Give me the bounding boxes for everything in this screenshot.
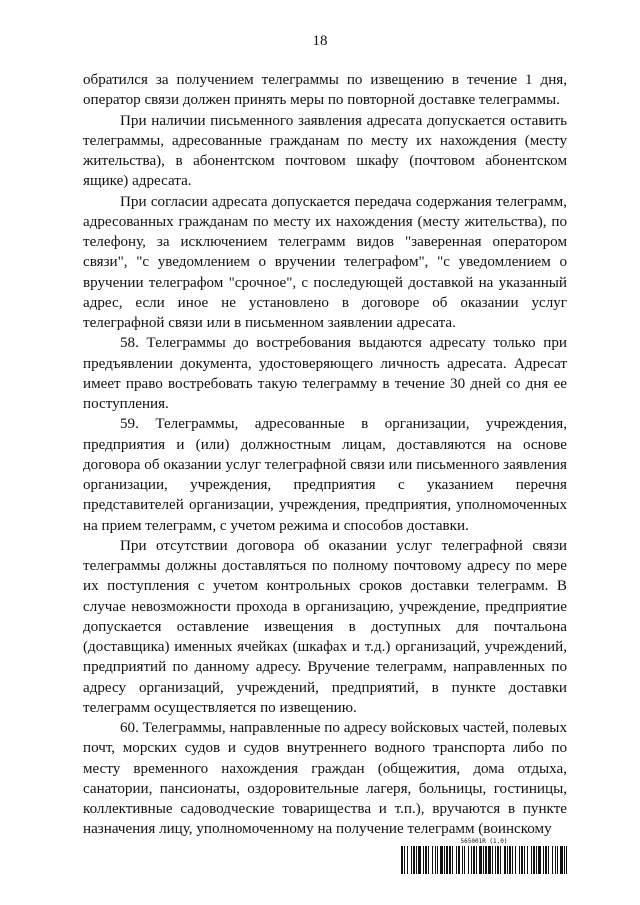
paragraph: 60. Телеграммы, направленные по адресу войсковых частей, полевых почт, морских судов и судов внутреннего водного транспорта либо по месту временного нахождения граждан (общежития, дома отдыха, санатории, пансионаты, оздоровительные лагеря, больницы, гостиницы, коллективные садоводческие товарищества и т.п.), вручаются в пункте назначения лицу, уполномоченному на получение телеграмм (воинскому [83,720,567,838]
barcode-caption: 565001R (1.0) [460,838,508,845]
paragraph: При наличии письменного заявления адресата допускается оставить телеграммы, адресованные гражданам по месту их нахождения (месту жительства), в абонентском почтовом шкафу (почтовом абонентском ящике) адресата. [83,112,567,190]
paragraph: При согласии адресата допускается передача содержания телеграмм, адресованных гражданам по месту их нахождения (месту жительства), по телефону, за исключением телеграмм видов "заверенная оператором связи", "с уведомлением о вручении телеграфом", "с уведомлением о вручении телеграфом "срочное", с последующей доставкой на указанный адрес, если иное не установлено в договоре об оказании услуг телеграфной связи или в письменном заявлении адресата. [83,193,567,331]
paragraph: При отсутствии договора об оказании услуг телеграфной связи телеграммы должны доставляться по полному почтовому адресу по мере их поступления с учетом контрольных сроков доставки телеграмм. В случае невозможности прохода в организацию, учреждение, предприятие допускается оставление извещения в доступных для почтальона (доставщика) именных ячейках (шкафах и т.д.) организаций, учреждений, предприятий по данному адресу. Вручение телеграмм, направленных по адресу организаций, учреждений, предприятий, в пункте доставки телеграмм осуществляется по извещению. [83,537,567,716]
page-number: 18 [312,33,328,49]
barcode-image [401,846,567,874]
barcode-block [401,838,567,874]
paragraph: 59. Телеграммы, адресованные в организации, учреждения, предприятия и (или) должностным лицам, доставляются на основе договора об оказании услуг телеграфной связи или письменного заявления организации, учреждения, предприятия с указанием перечня представителей организации, учреждения, предприятия, уполномоченных на прием телеграмм, с учетом режима и способов доставки. [83,416,567,534]
document-body [83,70,567,840]
paragraph: 58. Телеграммы до востребования выдаются адресату только при предъявлении документа, удостоверяющего личность адресата. Адресат имеет право востребовать такую телеграмму в течение 30 дней со дня ее поступления. [83,335,567,412]
paragraph: обратился за получением телеграммы по извещению в течение 1 дня, оператор связи должен принять меры по повторной доставке телеграммы. [83,72,567,109]
